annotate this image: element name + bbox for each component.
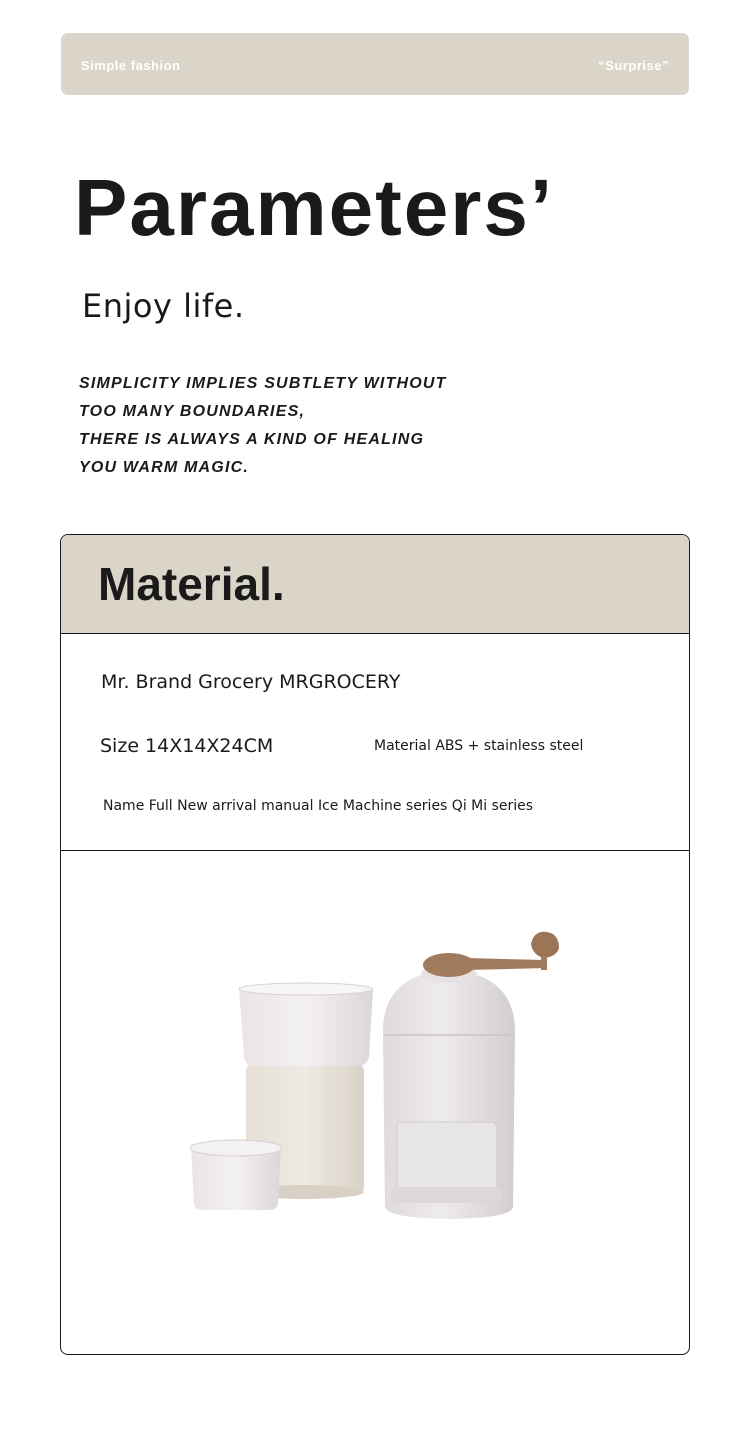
tagline (79, 370, 499, 482)
spec-size: Size 14X14X24CM (100, 735, 274, 757)
tagline-line: YOU WARM MAGIC. (79, 459, 249, 476)
page-subtitle: Enjoy life. (82, 287, 245, 325)
banner-left-text: Simple fashion (81, 58, 181, 73)
product-image (61, 852, 689, 1354)
banner-right-text: “Surprise” (598, 58, 669, 73)
card-title: Material. (98, 558, 285, 610)
spec-brand: Mr. Brand Grocery MRGROCERY (101, 671, 401, 693)
spec-material: Material ABS + stainless steel (374, 738, 584, 754)
spec-name: Name Full New arrival manual Ice Machine series Qi Mi series (103, 798, 534, 814)
tagline-line: THERE IS ALWAYS A KIND OF HEALING (79, 431, 425, 448)
tagline-line: SIMPLICITY IMPLIES SUBTLETY WITHOUT (79, 375, 447, 392)
tagline-line: TOO MANY BOUNDARIES, (79, 403, 306, 420)
specs-section (61, 634, 689, 851)
page-title: Parameters’ (74, 163, 555, 252)
card-header (61, 535, 689, 634)
ice-shaver-illustration-icon (61, 852, 689, 1354)
top-banner (61, 33, 689, 95)
material-card (60, 534, 690, 1355)
